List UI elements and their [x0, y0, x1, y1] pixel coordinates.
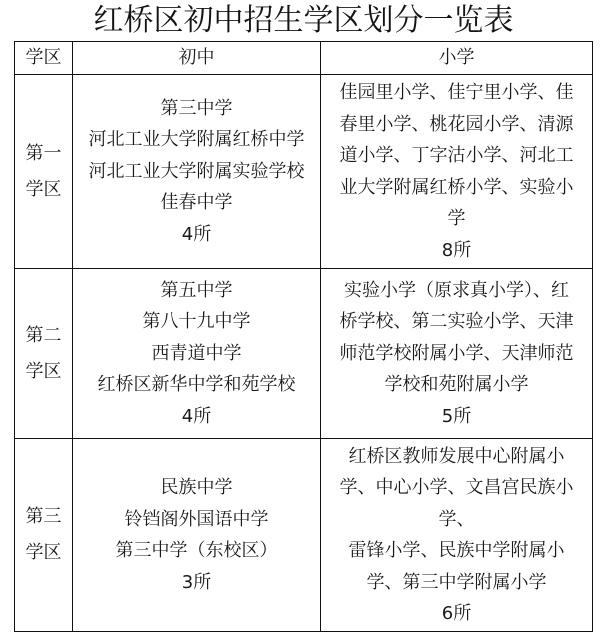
middle-school-name: 红桥区新华中学和苑学校 — [97, 374, 296, 396]
primary-school-text-line: 实验小学（原求真小学）、红 — [344, 279, 569, 301]
header-middle-school: 初中 — [73, 42, 321, 75]
middle-school-name: 第五中学 — [160, 279, 233, 301]
district-label-line1: 第一 — [25, 142, 62, 164]
header-primary-school: 小学 — [321, 42, 593, 75]
middle-school-name: 佳春中学 — [160, 192, 233, 214]
district-label-line1: 第三 — [25, 506, 62, 527]
district-label-line2: 学区 — [25, 542, 62, 563]
primary-school-count: 5所 — [441, 405, 472, 427]
district-label-line2: 学区 — [25, 178, 62, 200]
primary-school-text-line: 学、中心小学、文昌宫民族小 — [339, 477, 574, 498]
primary-schools-cell — [321, 75, 593, 269]
district-cell — [15, 75, 73, 269]
district-cell — [15, 439, 73, 632]
primary-school-text-line: 桥学校、第二实验小学、天津 — [339, 311, 574, 333]
primary-school-text-line: 道小学、丁字沽小学、河北工 — [339, 145, 574, 166]
middle-school-name: 民族中学 — [160, 477, 233, 498]
primary-school-text-line: 学 — [447, 208, 466, 229]
middle-school-count: 3所 — [181, 571, 212, 593]
primary-school-text-line: 红桥区教师发展中心附属小 — [348, 445, 565, 467]
primary-schools-cell — [321, 439, 593, 632]
middle-schools-cell — [73, 75, 321, 269]
primary-school-text-line: 业大学附属红桥小学、实验小 — [339, 176, 574, 198]
district-cell — [15, 269, 73, 439]
district-label-line1: 第二 — [25, 324, 62, 346]
header-district: 学区 — [15, 42, 73, 75]
district-label-line2: 学区 — [25, 360, 62, 382]
primary-school-text-line: 学、 — [438, 508, 475, 530]
middle-schools-cell — [73, 269, 321, 439]
middle-school-name: 铃铛阁外国语中学 — [124, 508, 269, 530]
middle-school-count: 4所 — [181, 405, 212, 427]
primary-school-count: 8所 — [441, 239, 472, 261]
middle-school-name: 河北工业大学附属红桥中学 — [88, 129, 305, 151]
page-title: 红桥区初中招生学区划分一览表 — [93, 3, 514, 38]
middle-school-name: 第三中学 — [160, 97, 233, 119]
middle-schools-cell — [73, 439, 321, 632]
table-row-district-3 — [15, 439, 593, 632]
primary-school-text-line: 学校和苑附属小学 — [384, 374, 529, 396]
primary-school-text-line: 学、第三中学附属小学 — [366, 571, 547, 593]
table-row-district-2 — [15, 269, 593, 439]
primary-schools-cell — [321, 269, 593, 439]
primary-school-text-line: 春里小学、桃花园小学、清源 — [339, 113, 574, 135]
middle-school-count: 4所 — [181, 223, 212, 245]
table-header-row — [15, 42, 593, 75]
primary-school-text-line: 师范学校附属小学、天津师范 — [339, 342, 574, 364]
middle-school-name: 西青道中学 — [151, 342, 242, 364]
primary-school-text-line: 雷锋小学、民族中学附属小 — [348, 540, 565, 561]
school-district-table — [14, 41, 593, 632]
middle-school-name: 第三中学（东校区） — [115, 540, 278, 561]
primary-school-text-line: 佳园里小学、佳宁里小学、佳 — [339, 82, 574, 103]
middle-school-name: 河北工业大学附属实验学校 — [88, 160, 305, 182]
primary-school-count: 6所 — [441, 603, 472, 624]
middle-school-name: 第八十九中学 — [142, 311, 251, 333]
table-row-district-1 — [15, 75, 593, 269]
